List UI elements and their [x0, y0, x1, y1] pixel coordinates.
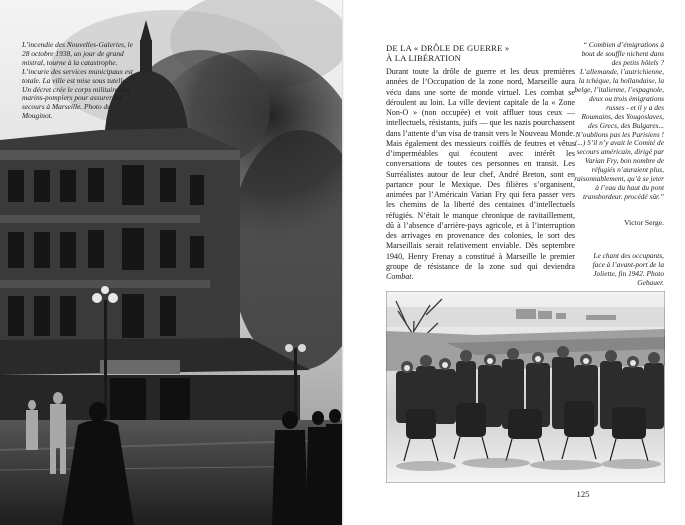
section-title: [386, 43, 576, 63]
photo-credit: Photo de Mouginot.: [22, 102, 111, 121]
caption-text: L’incendie des Nouvelles-Galeries, le 28 octobre 1938, un jour de grand mistral, tourne à la catastrophe. L’incurie des services municipaux est totale. La ville est mise sous tutelle. Un décret crée le corps militaire des marins-pompiers pour assurer les secours à Marseille.: [22, 40, 133, 112]
body-text: Durant toute la drôle de guerre et les deux premières années de l’Occupation de la zone nord, Marseille aura vécu dans une sorte de monde virtuel. Les combat se déroulent au loin. La ville devient capitale de la « Zone Non-O » (non occupée) et voit affluer tous ceux — intellectuels, résistants, juifs — que les nazis pourchassent dans l’attente d’un visa de transit vers le Nouveau Monde. Mais également des messieurs coiffés de feutres et vêtus d’imperméables qui écoutent avec intérêt les conversations de toutes ces personnes en transit. Les Surréalistes autour de leur chef, André Breton, sont en partance pour le Mexique. Des filières s’organisent, animées par l’Américain Varian Fry qui fera passer vers les chemins de la liberté des centaines d’intellectuels réfugiés. N’était le manque chronique de ravitaillement, dû à l’absence d’arrière-pays agricole, et à l’interruption des arrivages en provenance des colonies, le sort des Marseillais serait relativement enviable. Dès septembre 1940, Henry Frenay a constitué à Marseille le premier groupe de résistance de la zone sud qui deviendra Combat.: [386, 67, 575, 281]
left-page: [0, 0, 342, 525]
section-title-line-2: À LA LIBÉRATION: [386, 53, 462, 63]
sidebar-quote: “ Combien d’émigrations à bout de souffle nichent dans des petits hôtels ? L’allemande, l’autrichienne, la tchèque, la hollandaise, la belge, l’italienne, l’espagnole, deux ou trois émigrations russes - et il y a des Roumains, des Yougoslaves, des Grecs, des Bulgares... N’oublions pas les Parisiens ! (...) S’il n’y avait le Comité de secours américain, dirigé par Varian Fry, bon nombre de réfugiés n’auraient plus, raisonnablement, qu’à se jeter à l’eau du haut du pont transbordeur. procédé sûr.”: [574, 40, 664, 202]
caption-text: Le chant des occupants, face à l’avant-port de la Joliette, fin 1942.: [592, 251, 664, 278]
body-paragraph: Durant toute la drôle de guerre et les deux premières années de l’Occupation de la zone nord, Marseille aura vécu dans une sorte de monde virtuel. Les combat se déroulent au loin. La ville devient capitale de la « Zone Non-O » (non occupée) et voit affluer tous ceux — intellectuels, résistants, juifs — que les nazis pourchassent dans l’attente d’un visa de transit vers le Nouveau Monde. Mais également des messieurs coiffés de feutres et vêtus d’imperméables qui écoutent avec intérêt les conversations de toutes ces personnes en transit. Les Surréalistes autour de leur chef, André Breton, sont en partance pour le Mexique. Des filières s’organisent, animées par l’Américain Varian Fry qui fera passer vers les chemins de la liberté des centaines d’intellectuels réfugiés. N’était le manque chronique de ravitaillement, dû à l’absence d’arrière-pays agricole, et à l’interruption des arrivages en provenance des colonies, le sort des Marseillais serait relativement enviable. Dès septembre 1940, Henry Frenay a constitué à Marseille le premier groupe de résistance de la zone sud qui deviendra: [386, 67, 575, 271]
page-number: 125: [576, 489, 590, 499]
photo-credit: Photo Gebauer.: [637, 268, 664, 287]
photo-caption-right: [584, 252, 664, 288]
section-title-line-1: DE LA « DRÔLE DE GUERRE »: [386, 43, 510, 53]
photo-caption-left: [22, 41, 134, 121]
body-emphasis: Combat: [386, 272, 412, 281]
crowd-photo: [386, 291, 665, 483]
quote-author: Victor Serge.: [624, 218, 664, 227]
right-page: [344, 0, 685, 525]
